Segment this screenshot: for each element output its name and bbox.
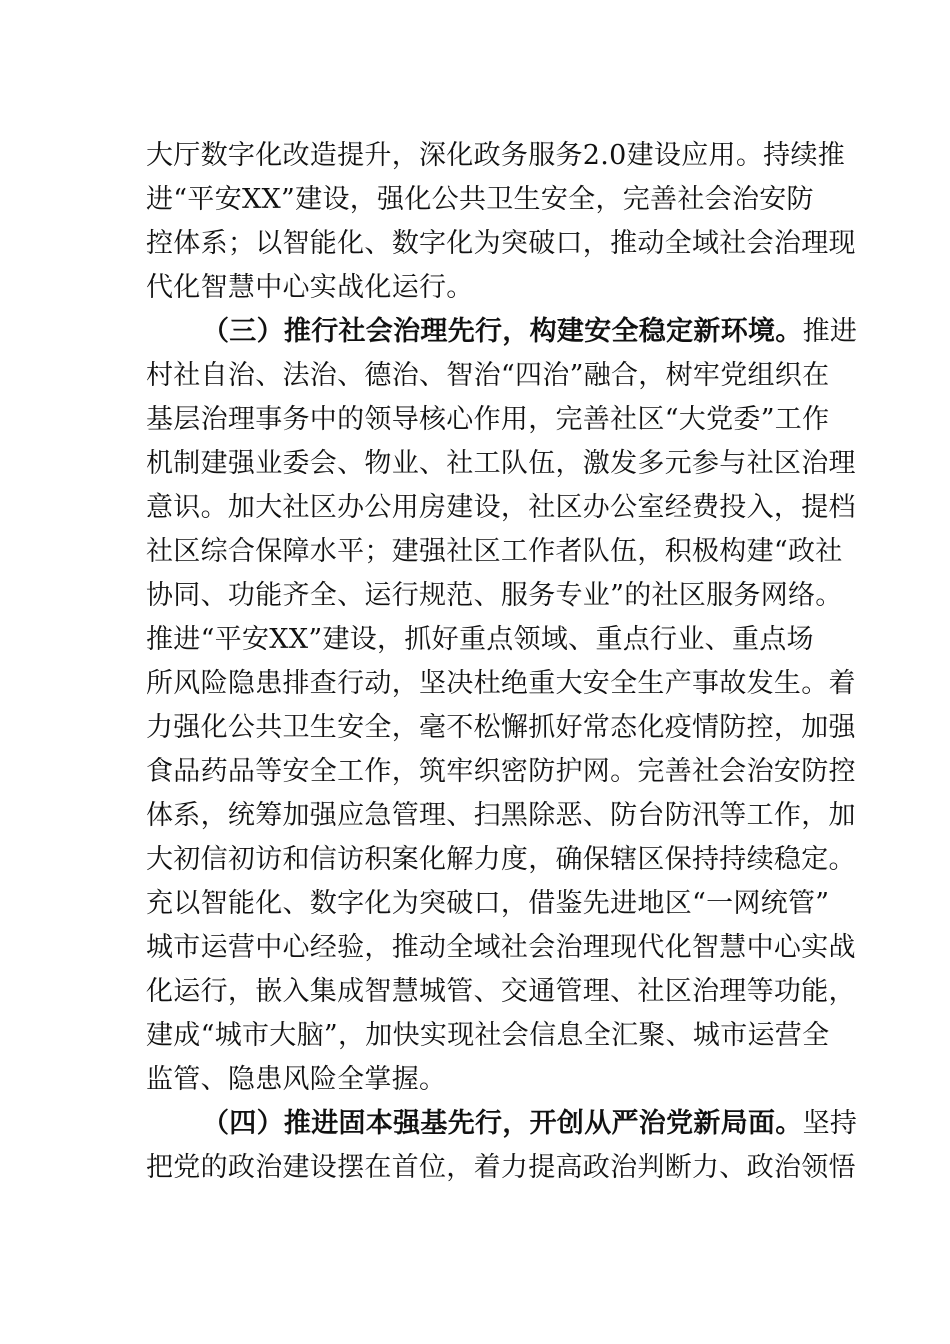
paragraph-line: 所风险隐患排查行动，坚决杜绝重大安全生产事故发生。着: [146, 668, 856, 699]
paragraph-line: 社区综合保障水平；建强社区工作者队伍，积极构建“政社: [146, 536, 843, 567]
paragraph-line: 控体系；以智能化、数字化为突破口，推动全域社会治理现: [146, 228, 856, 259]
paragraph-line: 进“平安XX”建设，强化公共卫生安全，完善社会治安防: [146, 184, 814, 215]
section-3-heading: （三）推行社会治理先行，构建安全稳定新环境。: [202, 316, 803, 347]
paragraph-line: 城市运营中心经验，推动全域社会治理现代化智慧中心实战: [146, 932, 856, 963]
section-heading-line: [202, 1102, 857, 1146]
paragraph-line: 代化智慧中心实战化运行。: [146, 272, 474, 303]
paragraph-line: 监管、隐患风险全掌握。: [146, 1064, 447, 1095]
paragraph-line: 意识。加大社区办公用房建设，社区办公室经费投入，提档: [146, 492, 856, 523]
section-4-lead: 坚持: [802, 1108, 858, 1139]
paragraph-line: 基层治理事务中的领导核心作用，完善社区“大党委”工作: [146, 404, 830, 435]
paragraph-line: 协同、功能齐全、运行规范、服务专业”的社区服务网络。: [146, 580, 843, 611]
paragraph-line: 把党的政治建设摆在首位，着力提高政治判断力、政治领悟: [146, 1152, 856, 1183]
paragraph-line: 体系，统筹加强应急管理、扫黑除恶、防台防汛等工作，加: [146, 800, 856, 831]
paragraph-line: 村社自治、法治、德治、智治“四治”融合，树牢党组织在: [146, 360, 830, 391]
paragraph-line: 充以智能化、数字化为突破口，借鉴先进地区“一网统管”: [146, 888, 830, 919]
paragraph-line: 大厅数字化改造提升，深化政务服务2.0建设应用。持续推: [146, 140, 846, 171]
paragraph-line: 机制建强业委会、物业、社工队伍，激发多元参与社区治理: [146, 448, 856, 479]
section-4-heading: （四）推进固本强基先行，开创从严治党新局面。: [202, 1108, 803, 1139]
paragraph-line: 食品药品等安全工作，筑牢织密防护网。完善社会治安防控: [146, 756, 856, 787]
paragraph-line: 建成“城市大脑”，加快实现社会信息全汇聚、城市运营全: [146, 1020, 830, 1051]
paragraph-line: 推进“平安XX”建设，抓好重点领域、重点行业、重点场: [146, 624, 814, 655]
paragraph-line: 大初信初访和信访积案化解力度，确保辖区保持持续稳定。: [146, 844, 856, 875]
section-heading-line: [202, 310, 857, 354]
paragraph-line: 力强化公共卫生安全，毫不松懈抓好常态化疫情防控，加强: [146, 712, 856, 743]
section-3-lead: 推进: [802, 316, 858, 347]
paragraph-line: 化运行，嵌入集成智慧城管、交通管理、社区治理等功能，: [146, 976, 856, 1007]
